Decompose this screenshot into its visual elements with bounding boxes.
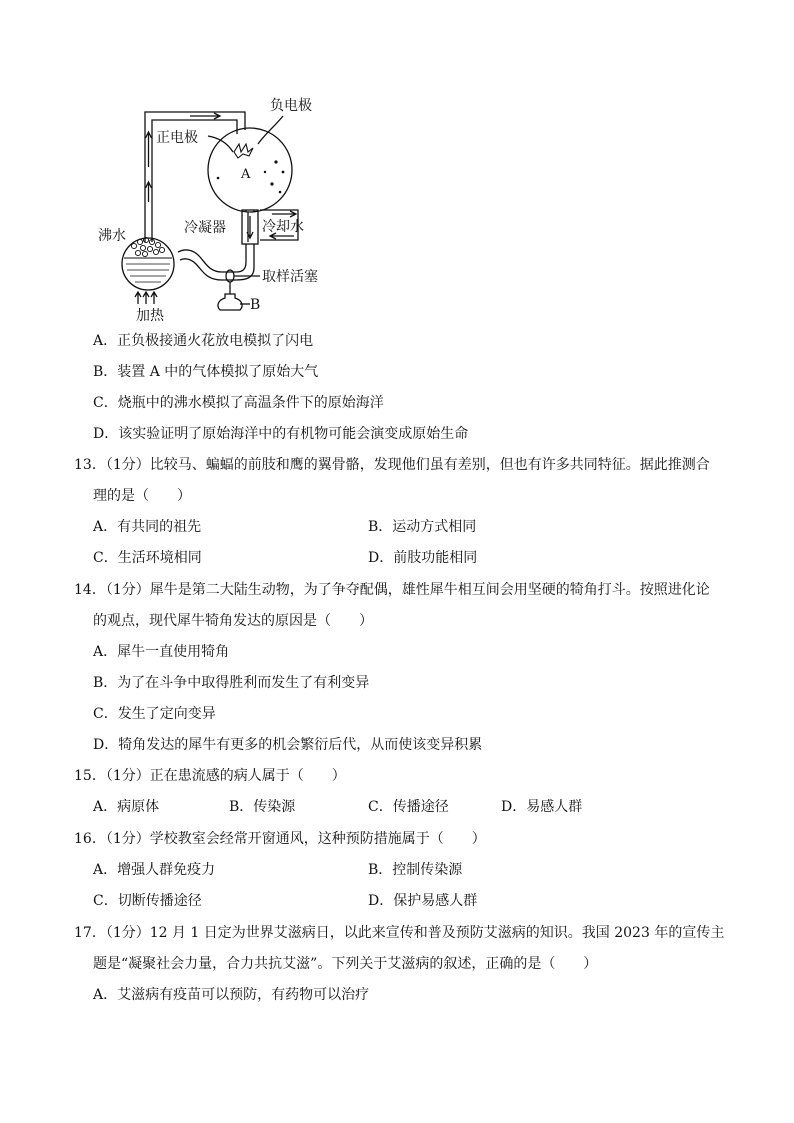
q17-stem-line1: 17．（1分）12 月 1 日定为世界艾滋病日，以此来宣传和普及预防艾滋病的知识。我国 2023 年的宣传主 <box>74 925 725 941</box>
q17-option-a: A．艾滋病有疫苗可以预防，有药物可以治疗 <box>93 987 370 1003</box>
q16-option-b: B．控制传染源 <box>368 862 463 878</box>
flow-arrow-right <box>190 113 220 119</box>
label-flask-b: B <box>250 297 261 313</box>
q14-option-c: C．发生了定向变异 <box>93 706 216 722</box>
flow-arrow-up-2 <box>146 132 152 167</box>
q14-option-a: A．犀牛一直使用犄角 <box>93 644 230 660</box>
q17-stem-line2: 题是“凝聚社会力量，合力共抗艾滋”。下列关于艾滋病的叙述，正确的是（ ） <box>93 956 598 972</box>
label-sampling-valve: 取样活塞 <box>262 269 318 285</box>
q15-option-a: A．病原体 <box>93 799 160 815</box>
q14-option-b: B．为了在斗争中取得胜利而发生了有利变异 <box>93 675 370 691</box>
q14-option-d: D．犄角发达的犀牛有更多的机会繁衍后代，从而使该变异积累 <box>93 737 483 753</box>
q14-stem-line1: 14．（1分）犀牛是第二大陆生动物，为了争夺配偶，雄性犀牛相互间会用坚硬的犄角打斗。按照进化论 <box>74 582 710 598</box>
q13-option-c: C．生活环境相同 <box>93 550 202 566</box>
q15-option-d: D．易感人群 <box>501 799 583 815</box>
label-positive-electrode: 正电极 <box>156 130 198 146</box>
label-flask-a: A <box>241 167 251 182</box>
spark <box>234 144 253 158</box>
cooling-in-arrow <box>272 211 296 217</box>
flow-arrow-up-1 <box>146 182 152 202</box>
q12-option-d: D．该实验证明了原始海洋中的有机物可能会演变成原始生命 <box>93 426 469 442</box>
label-heating: 加热 <box>136 308 164 324</box>
label-cooling-water: 冷却水 <box>262 219 304 235</box>
q13-stem-line2: 理的是（ ） <box>93 488 191 504</box>
q16-option-a: A．增强人群免疫力 <box>93 862 216 878</box>
q13-option-a: A．有共同的祖先 <box>93 519 202 535</box>
q16-option-c: C．切断传播途径 <box>93 893 202 909</box>
label-negative-electrode: 负电极 <box>270 98 312 114</box>
q13-stem-line1: 13．（1分）比较马、蝙蝠的前肢和鹰的翼骨骼，发现他们虽有差别，但也有许多共同特征。据此推测合 <box>74 457 710 473</box>
flask-a-texture <box>217 160 285 193</box>
return-tube-outer <box>178 244 246 272</box>
q14-stem-line2: 的观点，现代犀牛犄角发达的原因是（ ） <box>93 613 373 629</box>
water-lines <box>126 264 170 282</box>
q16-option-d: D．保护易感人群 <box>368 893 478 909</box>
return-tube-inner <box>180 244 254 280</box>
miller-experiment-diagram <box>100 92 340 322</box>
positive-electrode-wire <box>208 136 233 152</box>
heat-arrows <box>135 292 157 304</box>
q15-stem: 15．（1分）正在患流感的病人属于（ ） <box>74 768 346 784</box>
q15-option-c: C．传播途径 <box>368 799 449 815</box>
label-condenser: 冷凝器 <box>184 220 226 236</box>
q13-option-d: D．前肢功能相同 <box>368 550 478 566</box>
q16-stem: 16．（1分）学校教室会经常开窗通风，这种预防措施属于（ ） <box>74 831 486 847</box>
q12-option-b: B．装置 A 中的气体模拟了原始大气 <box>93 364 319 380</box>
q12-option-a: A．正负极接通火花放电模拟了闪电 <box>93 333 314 349</box>
flask-b <box>218 294 242 310</box>
q13-option-b: B．运动方式相同 <box>368 519 477 535</box>
apparatus-svg <box>100 92 340 322</box>
q12-option-c: C．烧瓶中的沸水模拟了高温条件下的原始海洋 <box>93 395 384 411</box>
q15-option-b: B．传染源 <box>229 799 296 815</box>
label-boiling-water: 沸水 <box>98 228 126 244</box>
